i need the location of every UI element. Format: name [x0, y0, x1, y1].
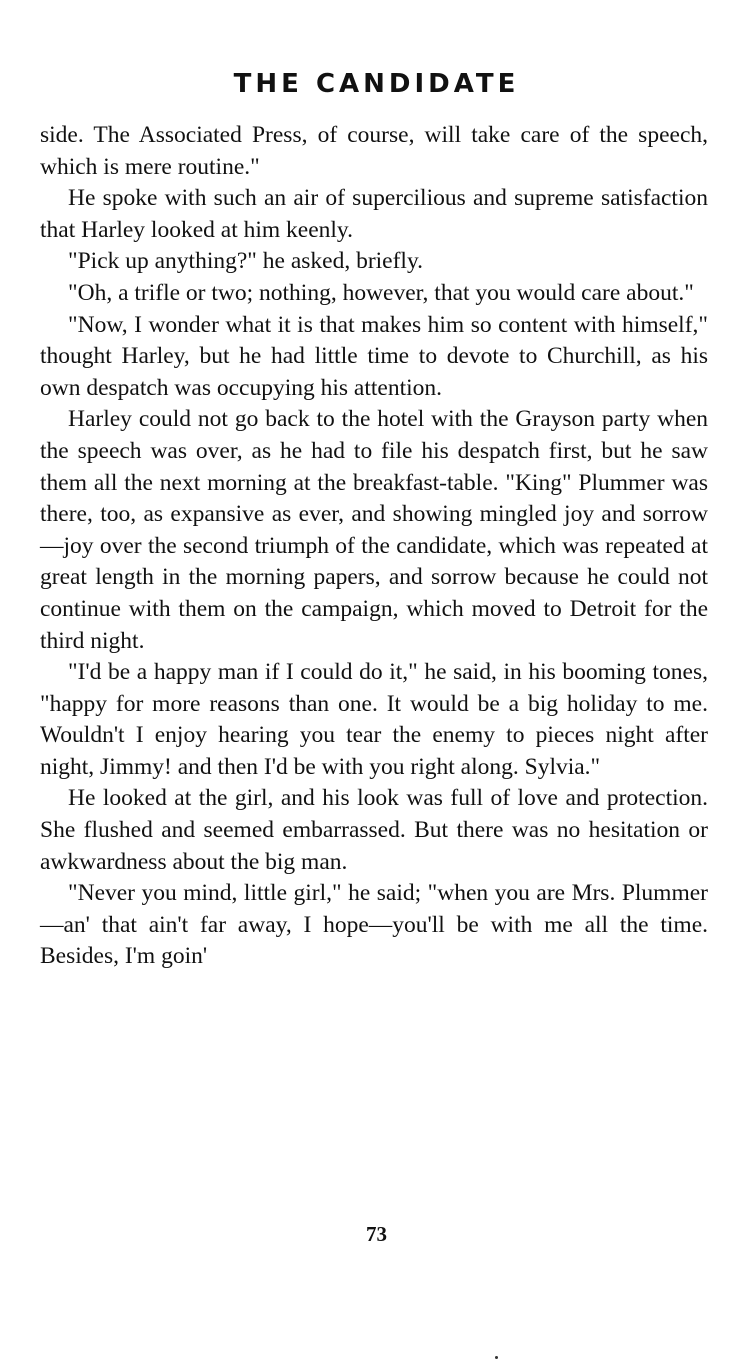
ink-speck: [495, 1356, 498, 1359]
paragraph: side. The Associated Press, of course, will take care of the speech, which is mere routine.": [40, 122, 708, 180]
running-head: THE CANDIDATE: [233, 69, 520, 99]
paragraph: "Never you mind, little girl," he said; "when you are Mrs. Plummer—an' that ain't far away, I hope—you'll be with me all the time. Besides, I'm goin': [40, 880, 708, 970]
paragraph: "Now, I wonder what it is that makes him so content with himself," thought Harley, but he had little time to devote to Churchill, as his own despatch was occupying his attention.: [40, 311, 708, 401]
paragraph: "Pick up anything?" he asked, briefly.: [68, 248, 424, 275]
paragraph: He looked at the girl, and his look was full of love and protection. She flushed and seemed embarrassed. But there was no hesitation or awkwardness about the big man.: [40, 785, 708, 875]
paragraph: "I'd be a happy man if I could do it," he said, in his booming tones, "happy for more reasons than one. It would be a big holiday to me. Wouldn't I enjoy hearing you tear the enemy to pieces night after night, Jimmy! and then I'd be with you right along. Sylvia.": [40, 659, 708, 780]
page-number: 73: [366, 1222, 387, 1246]
paragraph: Harley could not go back to the hotel with the Grayson party when the speech was over, as he had to file his despatch first, but he saw them all the next morning at the breakfast-table. "King" Plummer was there, too, as expansive as ever, and showing mingled joy and sorrow—joy over the second triumph of the candidate, which was repeated at great length in the morning papers, and sorrow because he could not continue with them on the campaign, which moved to Detroit for the third night.: [40, 406, 708, 654]
paragraph: "Oh, a trifle or two; nothing, however, that you would care about.": [68, 279, 694, 306]
paragraph: He spoke with such an air of supercilious and supreme satisfaction that Harley looked at him keenly.: [40, 185, 708, 243]
body-text: [40, 120, 708, 973]
